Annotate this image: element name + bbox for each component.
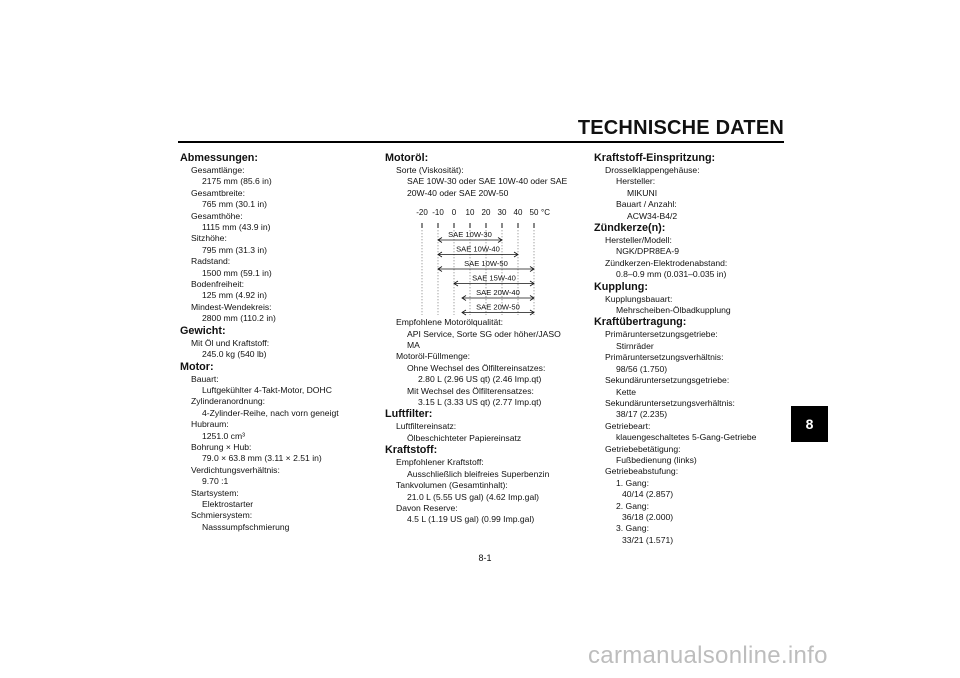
spec-label: Bohrung × Hub: (191, 441, 252, 452)
spec-label: Luftfiltereinsatz: (396, 421, 457, 432)
spec-value: 125 mm (4.92 in) (202, 290, 267, 301)
section-heading-zuendkerze: Zündkerze(n): (594, 222, 666, 235)
spec-label: Mit Öl und Kraftstoff: (191, 337, 270, 348)
x-tick-label: 10 (465, 208, 475, 218)
column-left (180, 152, 380, 533)
spec-value: 0.8–0.9 mm (0.031–0.035 in) (616, 269, 727, 280)
spec-value: Ölbeschichteter Papiereinsatz (407, 432, 522, 443)
spec-value: Stirnräder (616, 340, 654, 351)
chapter-tab: 8 (791, 406, 828, 442)
spec-value: Luftgekühlter 4-Takt-Motor, DOHC (202, 384, 332, 395)
spec-value: Mehrscheiben-Ölbadkupplung (616, 305, 731, 316)
spec-value: 40/14 (2.857) (622, 489, 674, 500)
spec-label: Bauart / Anzahl: (616, 199, 677, 210)
page-number: 8-1 (478, 553, 492, 563)
spec-value: Ausschließlich bleifreies Superbenzin (407, 468, 550, 479)
series-label: SAE 10W-30 (448, 230, 492, 240)
spec-value: 79.0 × 63.8 mm (3.11 × 2.51 in) (202, 453, 322, 464)
section-heading-motoroel: Motoröl: (385, 152, 429, 164)
spec-value: klauengeschaltetes 5-Gang-Getriebe (616, 432, 757, 443)
spec-label: Mindest-Wendekreis: (191, 301, 272, 312)
spec-label: Drosselklappengehäuse: (605, 165, 700, 175)
spec-label: Primäruntersetzungsgetriebe: (605, 329, 718, 340)
spec-value: 2175 mm (85.6 in) (202, 176, 272, 187)
spec-label: Verdichtungsverhältnis: (191, 464, 280, 475)
spec-label: Davon Reserve: (396, 502, 458, 513)
spec-label: Schmiersystem: (191, 510, 253, 521)
spec-label: Zündkerzen-Elektrodenabstand: (605, 257, 728, 268)
spec-label: 2. Gang: (616, 500, 649, 511)
series-label: SAE 20W-40 (476, 288, 520, 298)
x-tick-label: 0 (451, 208, 457, 218)
spec-label: Tankvolumen (Gesamtinhalt): (396, 480, 508, 491)
viscosity-chart (385, 199, 585, 317)
spec-label: Ohne Wechsel des Ölfiltereinsatzes: (407, 362, 546, 373)
header-rule (178, 141, 784, 143)
x-tick-label: -10 (432, 208, 444, 218)
spec-label: Sitzhöhe: (191, 233, 227, 244)
spec-value: 795 mm (31.3 in) (202, 244, 267, 255)
spec-label: Empfohlene Motorölqualität: (396, 317, 504, 328)
spec-label: Radstand: (191, 256, 231, 267)
series-label: SAE 10W-50 (464, 259, 508, 269)
spec-label: Empfohlener Kraftstoff: (396, 457, 484, 468)
section-heading-motor: Motor: (180, 360, 214, 373)
watermark: carmanualsonline.info (588, 642, 828, 669)
spec-label: Hersteller/Modell: (605, 235, 672, 246)
section-heading-kupplung: Kupplung: (594, 280, 648, 293)
spec-value: 1115 mm (43.9 in) (202, 222, 271, 233)
spec-label: Startsystem: (191, 487, 239, 498)
section-heading-kraftuebertragung: Kraftübertragung: (594, 316, 687, 329)
spec-label: Zylinderanordnung: (191, 396, 266, 407)
spec-label: Gesamtlänge: (191, 165, 245, 175)
spec-label: Gesamthöhe: (191, 210, 243, 221)
series-label: SAE 15W-40 (472, 273, 516, 283)
spec-value: 245.0 kg (540 lb) (202, 349, 267, 360)
spec-value: ACW34-B4/2 (627, 210, 678, 221)
spec-value: 9.70 :1 (202, 476, 229, 487)
spec-value: API Service, Sorte SG oder höher/JASO (407, 328, 561, 339)
spec-value: 21.0 L (5.55 US gal) (4.62 Imp.gal) (407, 491, 539, 502)
spec-label: Mit Wechsel des Ölfilterensatzes: (407, 385, 534, 396)
section-heading-einspritzung: Kraftstoff-Einspritzung: (594, 152, 716, 164)
spec-value: 98/56 (1.750) (616, 363, 668, 374)
page-title: TECHNISCHE DATEN (577, 117, 784, 139)
series-label: SAE 20W-50 (476, 302, 520, 312)
spec-label: Getriebeart: (605, 420, 651, 431)
spec-value: 36/18 (2.000) (622, 511, 674, 522)
spec-label: Bauart: (191, 373, 219, 384)
spec-label: Kupplungsbauart: (605, 293, 673, 304)
x-tick-label: 20 (481, 208, 491, 218)
spec-value: MA (407, 340, 420, 351)
section-heading-luftfilter: Luftfilter: (385, 408, 433, 421)
spec-value: 4-Zylinder-Reihe, nach vorn geneigt (202, 407, 339, 418)
spec-value: 38/17 (2.235) (616, 409, 668, 420)
column-middle (385, 152, 585, 526)
spec-value: 20W-40 oder SAE 20W-50 (407, 187, 509, 198)
x-tick-label: -20 (416, 208, 428, 218)
spec-value: SAE 10W-30 oder SAE 10W-40 oder SAE (407, 176, 568, 187)
spec-label: Getriebeabstufung: (605, 466, 679, 477)
series-label: SAE 10W-40 (456, 244, 500, 254)
spec-value: 3.15 L (3.33 US qt) (2.77 Imp.qt) (418, 397, 542, 408)
spec-label: Getriebebetätigung: (605, 443, 681, 454)
spec-label: Bodenfreiheit: (191, 279, 245, 290)
spec-value: 2800 mm (110.2 in) (202, 313, 276, 324)
spec-value: Fußbedienung (links) (616, 454, 697, 465)
spec-label: Hersteller: (616, 176, 656, 187)
spec-value: 1251.0 cm³ (202, 430, 245, 441)
spec-value: Nasssumpfschmierung (202, 521, 290, 532)
spec-label: Gesamtbreite: (191, 187, 245, 198)
spec-label: Hubraum: (191, 419, 229, 430)
unit-label: °C (541, 208, 550, 218)
spec-value: 4.5 L (1.19 US gal) (0.99 Imp.gal) (407, 514, 535, 525)
spec-label: Primäruntersetzungsverhältnis: (605, 352, 724, 363)
section-heading-abmessungen: Abmessungen: (180, 152, 258, 164)
spec-label: Sekundäruntersetzungsgetriebe: (605, 375, 730, 386)
page-header (178, 117, 784, 141)
spec-value: 2.80 L (2.96 US qt) (2.46 Imp.qt) (418, 374, 542, 385)
spec-value: NGK/DPR8EA-9 (616, 246, 680, 257)
section-heading-kraftstoff: Kraftstoff: (385, 444, 438, 457)
section-heading-gewicht: Gewicht: (180, 324, 226, 337)
column-right (594, 152, 794, 546)
x-tick-label: 50 (529, 208, 539, 218)
spec-label: 1. Gang: (616, 477, 649, 488)
spec-label: 3. Gang: (616, 523, 649, 534)
spec-value: 1500 mm (59.1 in) (202, 267, 272, 278)
spec-value: 33/21 (1.571) (622, 534, 674, 545)
spec-value: Elektrostarter (202, 498, 254, 509)
spec-value: MIKUNI (627, 187, 658, 198)
spec-value: Kette (616, 386, 637, 397)
x-tick-label: 40 (513, 208, 523, 218)
spec-value: 765 mm (30.1 in) (202, 199, 267, 210)
x-tick-label: 30 (497, 208, 507, 218)
spec-label: Sorte (Viskosität): (396, 165, 464, 175)
spec-label: Motoröl-Füllmenge: (396, 351, 471, 362)
spec-label: Sekundäruntersetzungsverhältnis: (605, 397, 735, 408)
